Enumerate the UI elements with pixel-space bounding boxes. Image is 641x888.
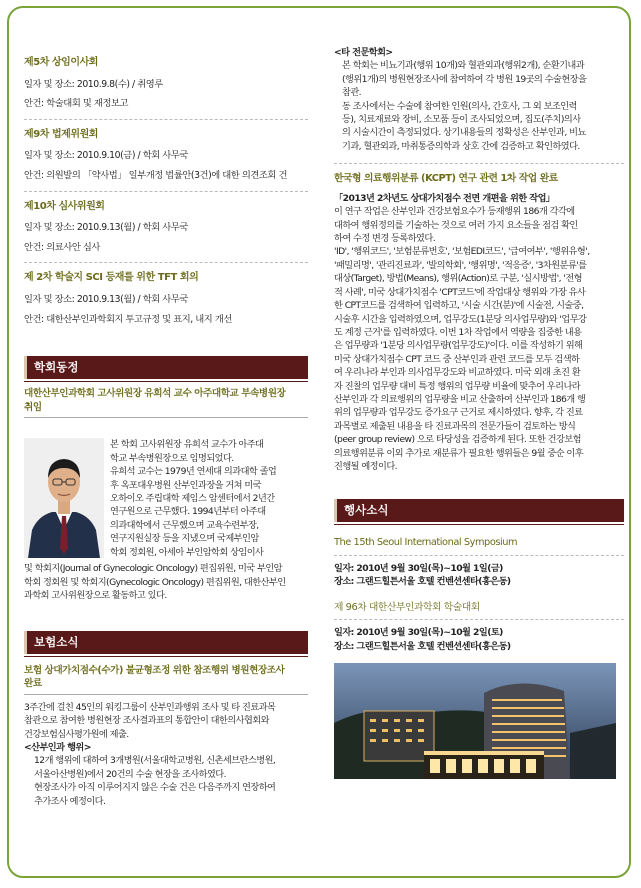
meeting-title: 제10차 심사위원회 [24,200,105,212]
meeting-agenda: 안건: 학술대회 및 재정보고 [24,98,129,110]
profile-line: 오하이오 주립대학 제임스 암센터에서 2년간 [110,492,275,504]
body-line: 도 계정 근거'를 입력하였다. 이번 1차 작업에서 역량을 집중한 내용 [334,326,582,338]
body-line: 한 CPT코드를 검색하여 입력하고, '시술 시간(분)'에 시술전, 시술중, [334,300,584,312]
body-line: 12개 행위에 대하여 3개병원(서울대학교병원, 신촌세브란스병원, [34,755,276,767]
profile-line: 연구지원실장 등을 지냈으며 국제부인암 [110,533,259,545]
profile-line: 및 학회지(Journal of Gynecologic Oncology) 편집위원, 미국 부인암 [24,563,282,575]
body-line: 동 조사에서는 수술에 참여한 인원(의사, 간호사, 그 외 보조인력 [342,100,577,112]
subtitle-line: 보험 상대가치점수(수가) 불균형조정 위한 참조행위 병원현장조사 [24,664,285,676]
profile-line: 유희석 교수는 1979년 연세대 의과대학 졸업 [110,466,277,478]
profile-line: 의과대학에서 근무했으며 교육수련부장, [110,519,259,531]
profile-line: 연구원으로 근무했다. 1994년부터 아주대 [110,506,266,518]
divider [334,619,624,620]
hotel-image [334,663,616,779]
event-title: 제 96차 대한산부인과학회 학술대회 [334,601,480,613]
body-line: 산부인과 각 의료행위의 업무량을 비교 산출하여 산부인과 186개 행 [334,393,586,405]
body-line: 대상(Target), 방법(Means), 행위(Action)로 구분, '실시방법', '전형 [334,273,583,285]
body-line: 의 시술시간이 측정되었다. 상기내용들의 정확성은 산부인과, 비뇨 [342,127,586,139]
body-line: 하여 수정 변경 등록하였다. [334,233,436,245]
body-line: 참관. [342,87,362,99]
body-line: 3주간에 걸친 45인의 워킹그룹이 산부인과행위 조사 및 타 진료과목 [24,701,276,713]
insurance-label: <산부인과 행위> [24,741,91,753]
profile-text [110,438,308,559]
event-title: The 15th Seoul International Symposium [334,537,518,549]
kcpt-title: 한국형 의료행위분류 (KCPT) 연구 관련 1차 작업 완료 [334,173,558,185]
divider [334,163,624,164]
meeting-agenda: 안건: 대한산부인과학회지 투고규정 및 표지, 내지 개선 [24,313,232,325]
body-line: 'ID', '행위코드', '보험분류번호', '보험EDI코드', '급여여부', '행위유형', [334,246,590,258]
kcpt-subtitle: 「2013년 2차년도 상대가치점수 전면 개편을 위한 작업」 [334,192,555,204]
left-column [24,40,308,808]
meeting-date: 일자 및 장소: 2010.9.13(월) / 학회 사무국 [24,222,188,234]
body-line: 서울아산병원)에서 20건의 수술 현장을 조사하였다. [34,768,226,780]
body-line: (행위1개)의 병원현장조사에 참여하여 각 병원 19곳의 수술현장을 [342,73,587,85]
meeting-agenda: 안건: 의원발의 「약사법」 일부개정 법률안(3건)에 대한 의견조회 건 [24,169,288,181]
body-line: 이 연구 작업은 산부인과 건강보험요수가 등재행위 186개 각각에 [334,206,575,218]
body-line: 시술후 시간을 입력하였으며, 업무강도(1분당 의사업무량)와 '업무강 [334,313,587,325]
subtitle-line: 취임 [24,401,42,413]
subtitle-line: 대한산부인과학회 고사위원장 유희석 교수 아주대학교 부속병원장 [24,388,286,400]
other-dept-label: <타 전문학회> [334,47,393,58]
meeting-title: 제9차 법제위원회 [24,128,99,140]
section-header-events: 행사소식 [334,499,624,522]
body-line: 의료행위분류 이외 추가로 재분류가 필요한 행위들은 9월 중순 이후 [334,447,584,459]
body-line: 건강보험심사평가원에 제출. [24,728,129,740]
hotel-photo [334,663,616,779]
profile-line: 학회 정회원, 아세아 부인암학회 상임이사 [110,546,264,558]
profile-line: 과학회 고사위원장으로 활동하고 있다. [24,590,167,602]
body-line: 여 우리나라 부인과 의사업무강도와 비교하였다. 미국 외래 초진 환 [334,367,581,379]
divider [24,119,308,120]
divider [334,555,624,556]
members-news-subtitle [24,387,308,418]
meeting-block-3 [24,200,308,255]
insurance-subtitle [24,664,308,695]
body-line: 위의 업무량과 업무강도 증가요구 근거로 제시하였다. 향후, 각 진료 [334,407,583,419]
body-line: 본 학회는 비뇨기과(행위 10개)와 혈관외과(행위2개), 순환기내과 [342,60,585,72]
event-date: 일자: 2010년 9월 30일(목)~10월 2일(토) [334,627,503,639]
event-date: 일자: 2010년 9월 30일(목)~10월 1일(금) [334,562,503,574]
body-line: 대하여 행위정의를 기술하는 것으로 여러 가지 요소들을 점검 확인 [334,219,578,231]
kcpt-block [334,172,624,473]
body-line: 추가조사 예정이다. [34,795,106,807]
profile-line: 후 옥포대우병원 산부인과장을 거쳐 미국 [110,479,262,491]
body-line: '패밀리명', '관리진료과', '발의학회', '행위명', '적응증', '3차원분류'를 [334,259,587,271]
profile-line: 본 학회 고사위원장 유희석 교수가 아주대 [110,439,264,451]
section-header-members-news: 학회동정 [24,356,308,379]
divider [24,262,308,263]
body-line: 진행될 예정이다. [334,460,398,472]
meeting-date: 일자 및 장소: 2010.9.10(금) / 학회 사무국 [24,150,188,162]
body-line: 기과, 혈관외과, 마취통증의학과 상호 간에 검증하고 확인하였다. [342,140,580,152]
body-line: 현장조사가 아직 이루어지지 않은 수술 건은 다음주까지 연장하여 [34,782,276,794]
right-column [334,40,624,779]
insurance-body [24,701,308,808]
other-dept-block [334,46,624,153]
body-line: 자 진찰의 업무량 대비 특정 행위의 업무량 비율에 맞추어 우리나라 [334,380,581,392]
event-place: 장소: 그랜드힐튼서울 호텔 컨벤션센타(홍은동) [334,640,511,652]
body-line: 등), 치료재료와 장비, 소모품 등이 조사되었으며, 집도(주치)의사 [342,114,581,126]
meeting-date: 일자 및 장소: 2010.9.8(수) / 취영루 [24,78,163,90]
profile-line: 학교 부속병원장으로 임명되었다. [110,452,234,464]
meeting-block-1 [24,56,308,111]
body-line: 과목별로 제출된 내용을 타 진료과목의 전문가들이 검토하는 방식 [334,420,576,432]
body-line: 참관으로 참여한 병원현장 조사결과표의 통합안이 대한의사협회와 [24,715,269,727]
meeting-block-2 [24,128,308,183]
profile-wrap [24,438,308,562]
meeting-agenda: 안건: 의료사안 심사 [24,241,100,253]
meeting-date: 일자 및 장소: 2010.9.13(월) / 학회 사무국 [24,293,188,305]
section-header-insurance: 보험소식 [24,631,308,654]
event-place: 장소: 그랜드힐튼서울 호텔 컨벤션센타(홍은동) [334,576,511,588]
meeting-title: 제5차 상임이사회 [24,57,99,68]
portrait-image [24,438,104,558]
body-line: 은 업무량과 '1분당 의사업무량(업무강도)'이다. 이를 작성하기 위해 [334,340,583,352]
meeting-block-4 [24,271,308,326]
profile-text-full [24,562,308,602]
body-line: 적 사례', 미국 상대가치점수 'CPT코드'에 작업대상 행위와 가장 유사 [334,286,586,298]
profile-line: 학회 정회원 및 학회지(Gynecologic Oncology) 편집위원, 대한산부인 [24,576,286,588]
professor-photo [24,438,104,558]
body-line: 미국 상대가치점수 CPT 코드 중 산부인과 관련 코드를 모두 검색하 [334,353,580,365]
divider [24,191,308,192]
body-line: (peer group review) 으로 타당성을 검증하게 된다. 또한 건강보험 [334,434,581,446]
subtitle-line: 완료 [24,678,42,690]
meeting-title: 제 2차 학술지 SCI 등재를 위한 TFT 회의 [24,272,199,284]
